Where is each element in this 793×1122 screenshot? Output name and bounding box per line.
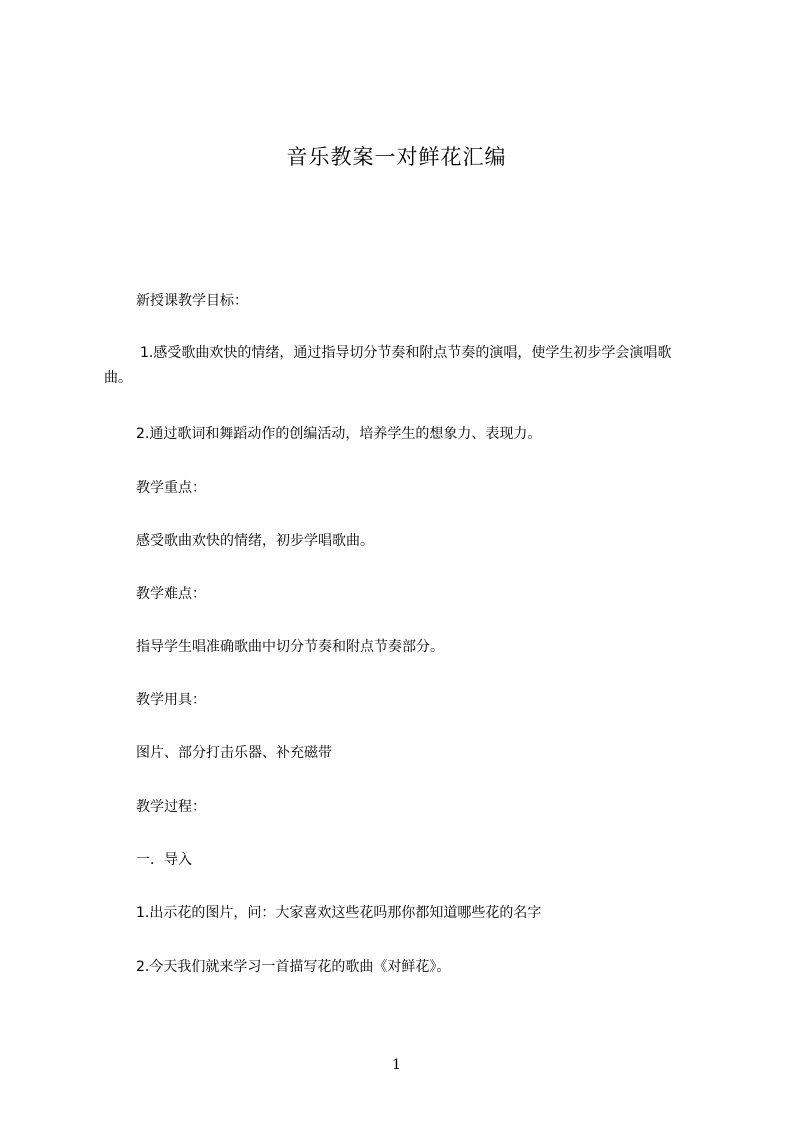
paragraph-step-2: 2.今天我们就来学习一首描写花的歌曲《对鲜花》。 — [136, 959, 451, 975]
paragraph-objective-1: 1.感受歌曲欢快的情绪，通过指导切分节奏和附点节奏的演唱，使学生初步学会演唱歌曲。 — [104, 345, 672, 386]
paragraph-objective-2: 2.通过歌词和舞蹈动作的创编活动，培养学生的想象力、表现力。 — [136, 426, 542, 442]
paragraph-objectives-heading: 新授课教学目标： — [136, 293, 248, 309]
paragraph-step-1: 1.出示花的图片，问：大家喜欢这些花吗那你都知道哪些花的名字 — [136, 905, 542, 921]
paragraph-difficulties: 指导学生唱准确歌曲中切分节奏和附点节奏部分。 — [136, 639, 444, 655]
page-number: 1 — [392, 1057, 401, 1073]
paragraph-tools-heading: 教学用具： — [136, 692, 206, 708]
document-title: 音乐教案一对鲜花汇编 — [286, 145, 507, 169]
paragraph-key-points-heading: 教学重点： — [136, 480, 206, 496]
paragraph-process-heading: 教学过程： — [136, 799, 206, 815]
paragraph-section-intro: 一．导入 — [136, 852, 192, 868]
paragraph-difficulties-heading: 教学难点： — [136, 586, 206, 602]
paragraph-key-points: 感受歌曲欢快的情绪，初步学唱歌曲。 — [136, 533, 374, 549]
paragraph-tools: 图片、部分打击乐器、补充磁带 — [136, 745, 332, 761]
